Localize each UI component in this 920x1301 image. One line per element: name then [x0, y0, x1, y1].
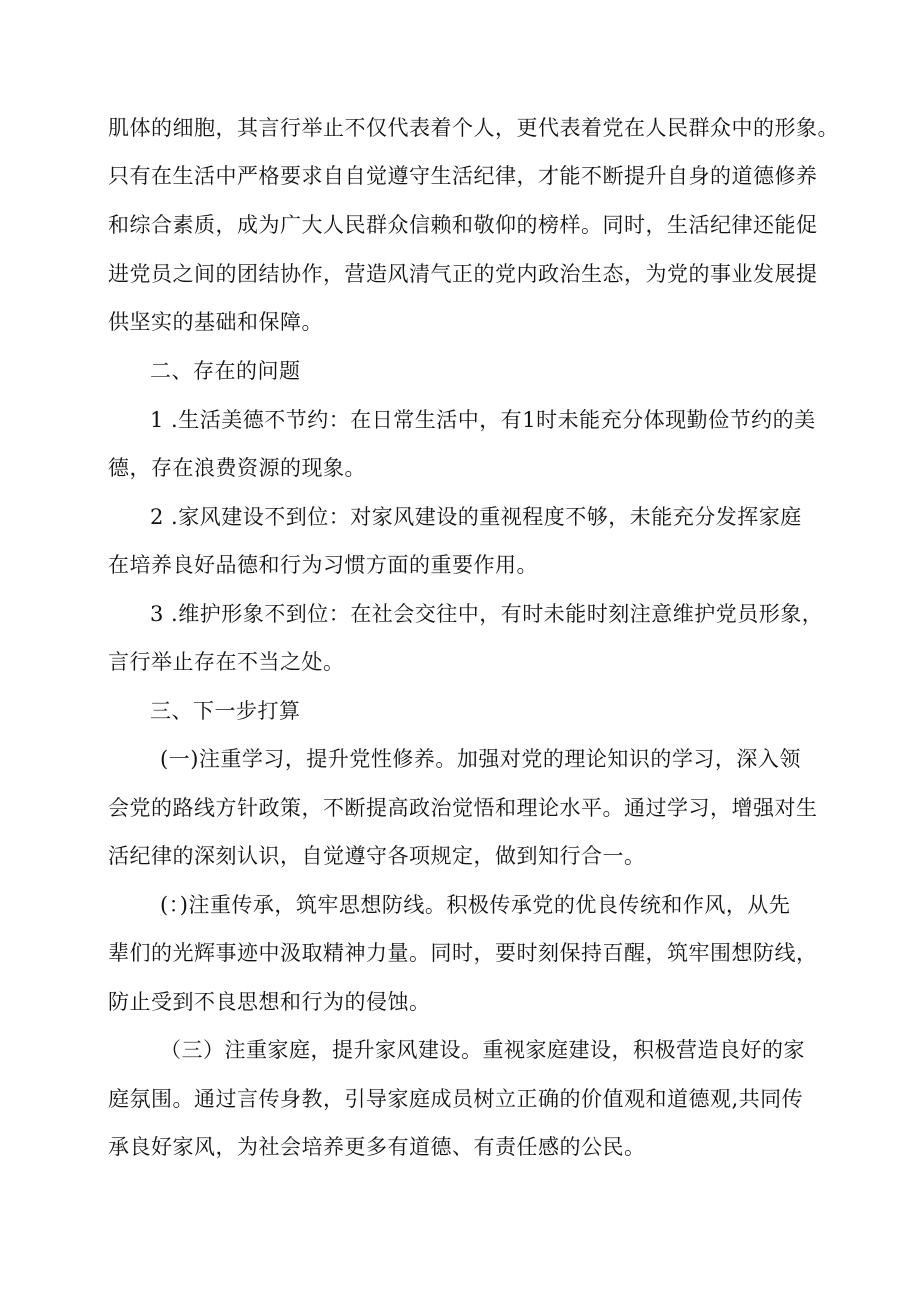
- list-item-line: 1 .生活美德不节约：在日常生活中，有1时未能充分体现勤俭节约的美: [150, 408, 816, 432]
- paragraph-line: 只有在生活中严格要求自自觉遵守生活纪律，才能不断提升自身的道德修养: [108, 164, 818, 188]
- list-item-line: 言行举止存在不当之处。: [108, 650, 345, 674]
- section-heading-problems: 二、存在的问题: [150, 359, 301, 383]
- plan-item-line: 辈们的光辉事迹中汲取精神力量。同时，要时刻保持百醒，筑牢围想防线，: [108, 941, 818, 965]
- plan-item-line: 承良好家风，为社会培养更多有道德、有责任感的公民。: [108, 1135, 646, 1159]
- paragraph-line: 和综合素质，成为广大人民群众信赖和敬仰的榜样。同时，生活纪律还能促: [108, 213, 818, 237]
- plan-item-line: 活纪律的深刻认识，自觉遵守各项规定，做到知行合一。: [108, 844, 646, 868]
- list-item-line: 3 .维护形象不到位：在社会交往中，有时未能时刻注意维护党员形象，: [150, 602, 824, 626]
- list-item-line: 德，存在浪费资源的现象。: [108, 456, 366, 480]
- list-item-line: 在培养良好品德和行为习惯方面的重要作用。: [108, 553, 538, 577]
- plan-item-line: 防止受到不良思想和行为的侵蚀。: [108, 990, 431, 1014]
- plan-item-line: 庭氛围。通过言传身教，引导家庭成员树立正确的价值观和道德观,共同传: [108, 1087, 804, 1111]
- section-heading-next-steps: 三、下一步打算: [150, 699, 301, 723]
- plan-item-line: (一)注重学习，提升党性修养。加强对党的理论知识的学习，深入领: [160, 747, 801, 771]
- plan-item-line: (：)注重传承，筑牢思想防线。积极传承党的优良传统和作风，从先: [160, 893, 791, 917]
- plan-item-line: （三）注重家庭，提升家风建设。重视家庭建设，积极营造良好的家: [160, 1038, 805, 1062]
- plan-item-line: 会党的路线方针政策，不断提高政治觉悟和理论水平。通过学习，增强对生: [108, 796, 818, 820]
- list-item-line: 2 .家风建设不到位：对家风建设的重视程度不够，未能充分发挥家庭: [150, 505, 802, 529]
- paragraph-line: 肌体的细胞，其言行举止不仅代表着个人，更代表着党在人民群众中的形象。: [108, 116, 839, 140]
- paragraph-line: 供坚实的基础和保障。: [108, 310, 323, 334]
- paragraph-line: 进党员之间的团结协作，营造风清气正的党内政治生态，为党的事业发展提: [108, 262, 818, 286]
